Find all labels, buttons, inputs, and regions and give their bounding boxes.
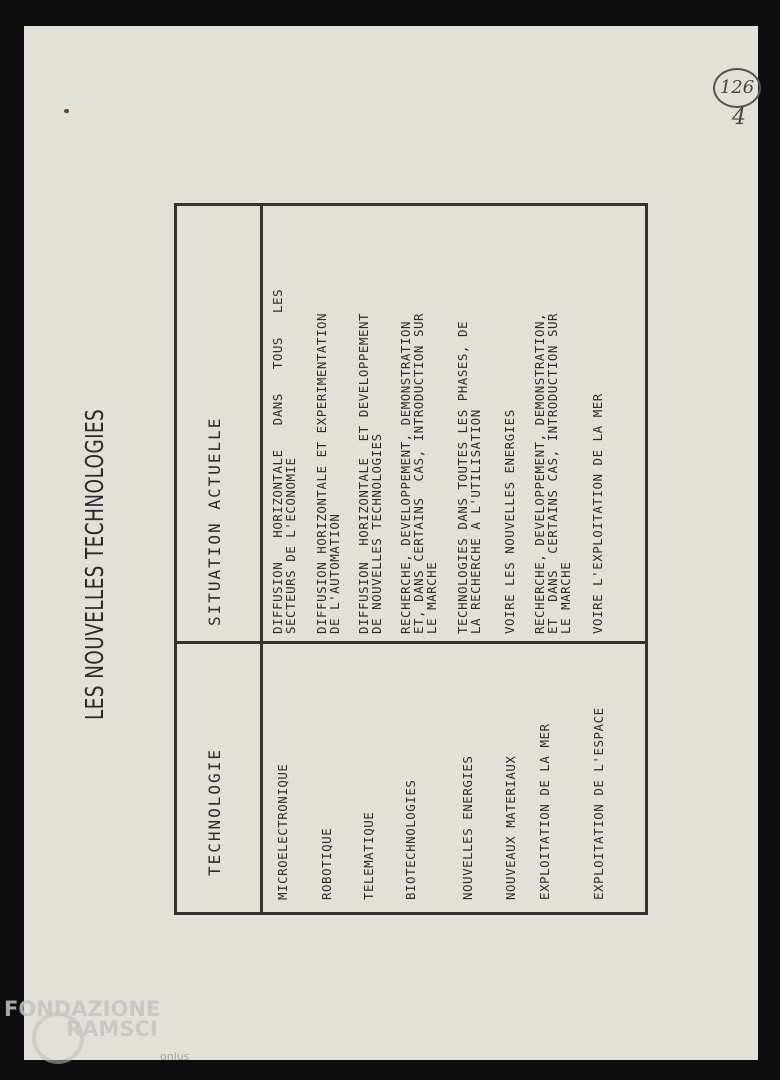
technology-cell: NOUVELLES ENERGIES [460,755,475,900]
situation-line: DIFFUSION HORIZONTALE ET DEVELOPPEMENT [356,312,371,634]
situation-line: VOIRE LES NOUVELLES ENERGIES [502,409,517,634]
technology-cell: NOUVEAUX MATERIAUX [503,755,518,900]
svg-text:RAMSCI: RAMSCI [66,1017,158,1041]
situation-cell [533,214,572,634]
situation-line: DIFFUSION HORIZONTALE DANS TOUS LES [270,288,285,634]
situation-line: DIFFUSION HORIZONTALE ET EXPERIMENTATION [314,312,329,634]
technology-cell: EXPLOITATION DE LA MER [537,723,552,900]
handwritten-page-number: 4 [732,105,746,130]
rotated-content [80,90,660,930]
fondazione-gramsci-watermark [0,992,200,1072]
situation-line: ET, DANS CERTAINS CAS, INTRODUCTION SUR [411,312,426,634]
situation-line: RECHERCHE, DEVELOPPEMENT, DEMONSTRATION, [532,312,547,634]
situation-line: LA RECHERCHE A L'UTILISATION [468,409,483,634]
technology-cell: TELEMATIQUE [361,811,376,900]
svg-text:onlus: onlus [160,1050,190,1063]
situation-line: VOIRE L'EXPLOITATION DE LA MER [590,393,605,634]
situation-line: RECHERCHE, DEVELOPPEMENT, DEMONSTRATION [398,321,413,634]
technology-cell: BIOTECHNOLOGIES [403,779,418,900]
circled-archive-number: 126 [713,68,761,108]
document-title: LES NOUVELLES TECHNOLOGIES [80,408,109,720]
situation-cell [271,214,297,634]
situation-cell [399,214,438,634]
situation-cell [357,214,383,634]
situation-line: TECHNOLOGIES DANS TOUTES LES PHASES, DE [455,321,470,634]
technology-cell: EXPLOITATION DE L'ESPACE [591,707,606,900]
situation-line: DE NOUVELLES TECHNOLOGIES [369,433,384,634]
column-header-situation: SITUATION ACTUELLE [205,416,224,626]
situation-line: DE L'AUTOMATION [327,513,342,634]
header-divider [260,206,263,912]
ink-spot [64,109,69,113]
situation-line: LE MARCHE [558,561,573,634]
technology-cell: ROBOTIQUE [319,827,334,900]
situation-cell [503,214,516,634]
technology-table [174,203,648,915]
situation-line: ET DANS CERTAINS CAS, INTRODUCTION SUR [545,312,560,634]
technology-cell: MICROELECTRONIQUE [275,763,290,900]
column-header-technology: TECHNOLOGIE [205,748,224,876]
situation-cell [456,214,482,634]
column-divider [177,641,645,644]
situation-cell [315,214,341,634]
situation-line: SECTEURS DE L'ECONOMIE [283,457,298,634]
svg-text:FONDAZIONE: FONDAZIONE [4,997,161,1021]
situation-line: LE MARCHE [424,561,439,634]
situation-cell [591,214,604,634]
